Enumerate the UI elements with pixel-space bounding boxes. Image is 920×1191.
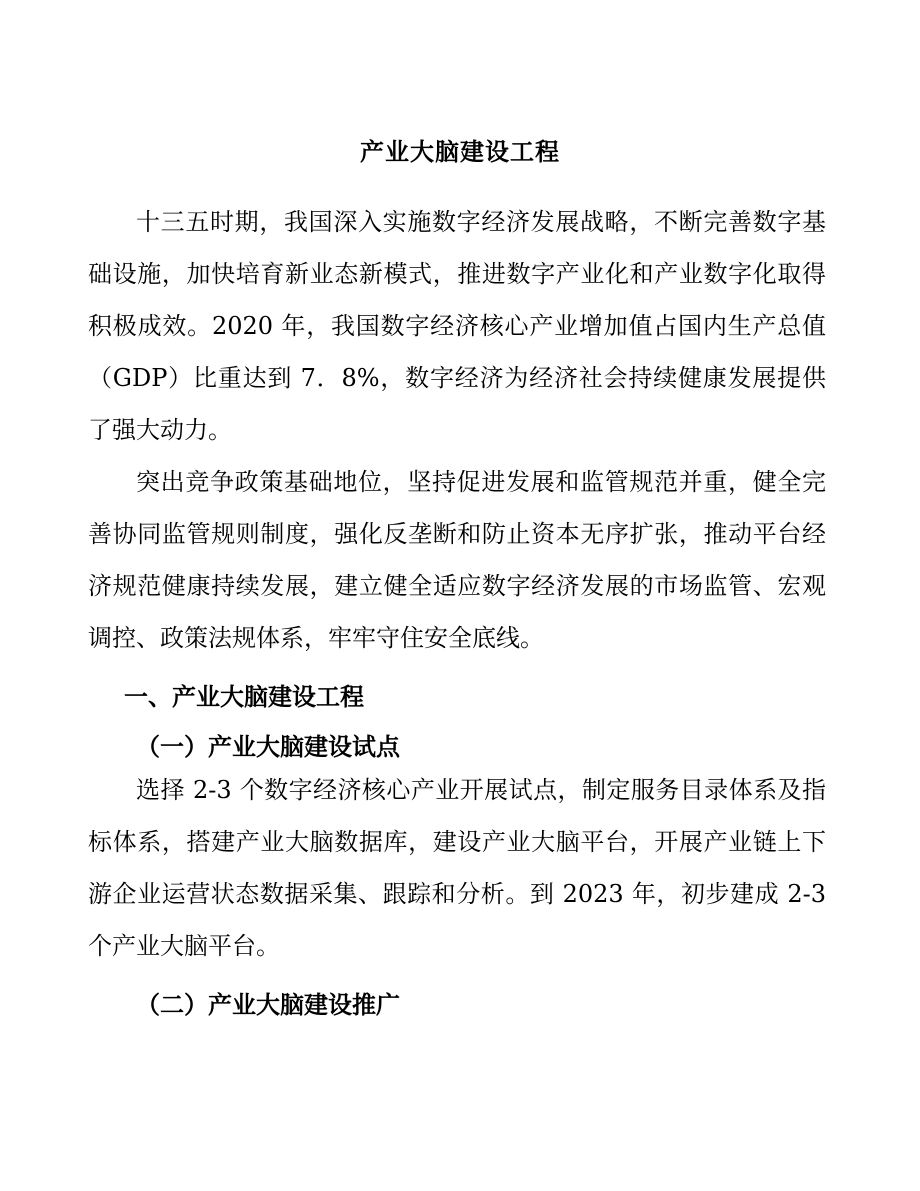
policy-paragraph: 突出竞争政策基础地位，坚持促进发展和监管规范并重，健全完善协同监管规则制度，强化反垄断和防止资本无序扩张，推动平台经济规范健康持续发展，建立健全适应数字经济发展的市场监管、宏观调控、政策法规体系，牢牢守住安全底线。	[88, 468, 826, 652]
document-title: 产业大脑建设工程	[360, 137, 560, 167]
subsection-heading-pilot: （一）产业大脑建设试点	[136, 732, 400, 761]
subsection-heading-promotion: （二）产业大脑建设推广	[136, 990, 400, 1019]
section-heading: 一、产业大脑建设工程	[124, 682, 364, 711]
intro-paragraph: 十三五时期，我国深入实施数字经济发展战略，不断完善数字基础设施，加快培育新业态新模式，推进数字产业化和产业数字化取得积极成效。2020 年，我国数字经济核心产业增加值占国内生产总值（GDP）比重达到 7．8%，数字经济为经济社会持续健康发展提供了强大动力。	[88, 208, 826, 444]
pilot-paragraph: 选择 2-3 个数字经济核心产业开展试点，制定服务目录体系及指标体系，搭建产业大脑数据库，建设产业大脑平台，开展产业链上下游企业运营状态数据采集、跟踪和分析。到 2023 年，初步建成 2-3 个产业大脑平台。	[88, 776, 826, 960]
